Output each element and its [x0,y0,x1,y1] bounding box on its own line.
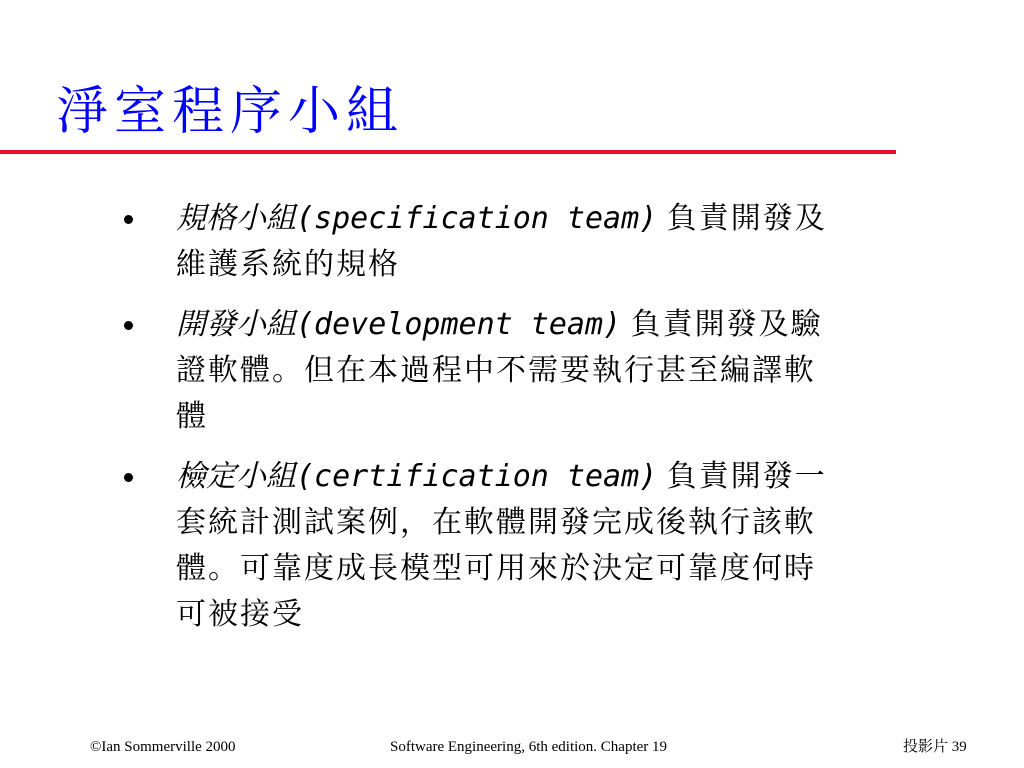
bullet-line [176,454,980,500]
bullet-text: 體 [176,399,208,434]
slide-title: 淨室程序小組 [56,82,405,142]
bullet-dot-icon [124,321,133,330]
bullet-item-specification-team [120,196,980,288]
footer-copyright: ©Ian Sommerville 2000 [90,739,236,755]
term-english: (specification team) [296,201,658,236]
bullet-dot-icon [124,215,133,224]
bullet-text: 維護系統的規格 [176,247,400,282]
bullet-item-development-team [120,302,980,440]
bullet-text: 負責開發及驗 [630,307,823,342]
bullet-line [176,302,980,348]
term-english: (development team) [296,307,622,342]
term-chinese: 開發小組 [176,307,296,342]
bullet-text: 體。可靠度成長模型可用來於決定可靠度何時 [176,551,816,586]
term-chinese: 規格小組 [176,201,296,236]
bullet-text: 證軟體。但在本過程中不需要執行甚至編譯軟 [176,353,816,388]
bullet-line [176,196,980,242]
term-chinese: 檢定小組 [176,459,296,494]
bullet-text: 套統計測試案例，在軟體開發完成後執行該軟 [176,505,816,540]
title-divider [0,150,896,154]
bullet-item-certification-team [120,454,980,638]
bullet-text: 可被接受 [176,597,304,632]
bullet-text: 負責開發及 [666,201,827,236]
bullet-list [120,196,980,652]
term-english: (certification team) [296,459,658,494]
footer-slide-number: 投影片 39 [903,739,967,755]
bullet-dot-icon [124,473,133,482]
footer-book-title: Software Engineering, 6th edition. Chapter 19 [390,739,668,755]
bullet-text: 負責開發一 [666,459,827,494]
